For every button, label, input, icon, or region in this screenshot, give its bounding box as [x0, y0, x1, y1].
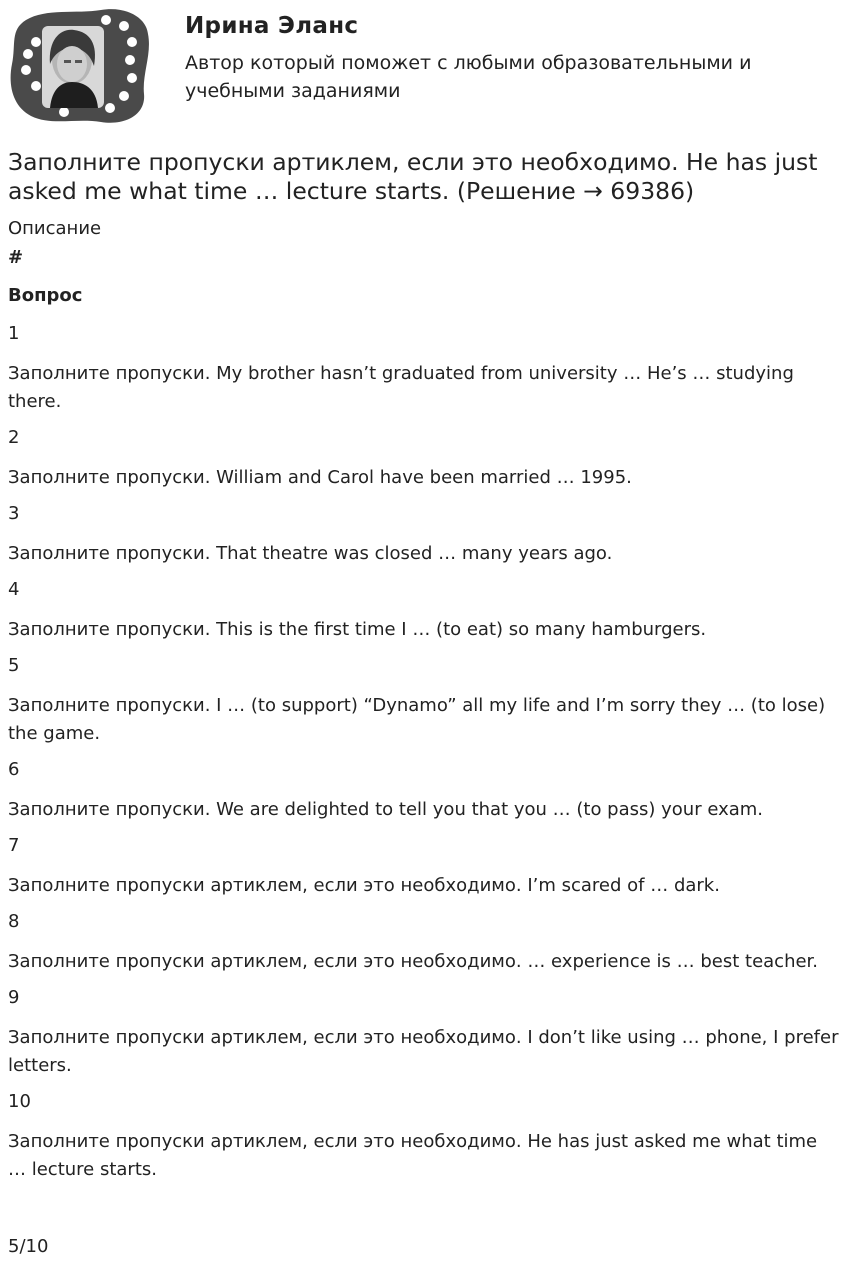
- author-block: [0, 0, 847, 130]
- question-number: 8: [8, 911, 20, 932]
- question-number: 9: [8, 987, 20, 1008]
- column-header-question: Вопрос: [8, 285, 83, 306]
- question-text: Заполните пропуски. I … (to support) “Dynamo” all my life and I’m sorry they … (to lose) the game.: [8, 695, 826, 744]
- question-text: Заполните пропуски артиклем, если это необходимо. I’m scared of … dark.: [8, 875, 720, 896]
- description-label: Описание: [8, 218, 102, 239]
- question-number: 4: [8, 579, 20, 600]
- author-name[interactable]: Ирина Эланс: [185, 13, 359, 39]
- column-header-number: #: [8, 247, 24, 268]
- question-text: Заполните пропуски артиклем, если это необходимо. … experience is … best teacher.: [8, 951, 819, 972]
- question-number: 1: [8, 323, 20, 344]
- question-text: Заполните пропуски. That theatre was closed … many years ago.: [8, 543, 613, 564]
- question-text: Заполните пропуски артиклем, если это необходимо. He has just asked me what time … lecture starts.: [8, 1131, 818, 1180]
- question-text: Заполните пропуски артиклем, если это необходимо. I don’t like using … phone, I prefer letters.: [8, 1027, 839, 1076]
- question-list: [8, 322, 840, 1194]
- question-number: 2: [8, 427, 20, 448]
- question-text: Заполните пропуски. My brother hasn’t graduated from university … He’s … studying there.: [8, 363, 794, 412]
- question-number: 6: [8, 759, 20, 780]
- question-text: Заполните пропуски. We are delighted to tell you that you … (to pass) your exam.: [8, 799, 764, 820]
- author-description: Автор который поможет с любыми образовательными и учебными заданиями: [185, 52, 752, 102]
- question-number: 7: [8, 835, 20, 856]
- question-number: 3: [8, 503, 20, 524]
- question-text: Заполните пропуски. This is the first time I … (to eat) so many hamburgers.: [8, 619, 707, 640]
- question-number: 5: [8, 655, 20, 676]
- page-title: Заполните пропуски артиклем, если это необходимо. He has just asked me what time … lecture starts. (Решение → 69386): [8, 148, 818, 205]
- question-text: Заполните пропуски. William and Carol have been married … 1995.: [8, 467, 632, 488]
- question-number: 10: [8, 1091, 31, 1112]
- author-avatar: [6, 4, 152, 128]
- score-counter: 5/10: [8, 1236, 49, 1257]
